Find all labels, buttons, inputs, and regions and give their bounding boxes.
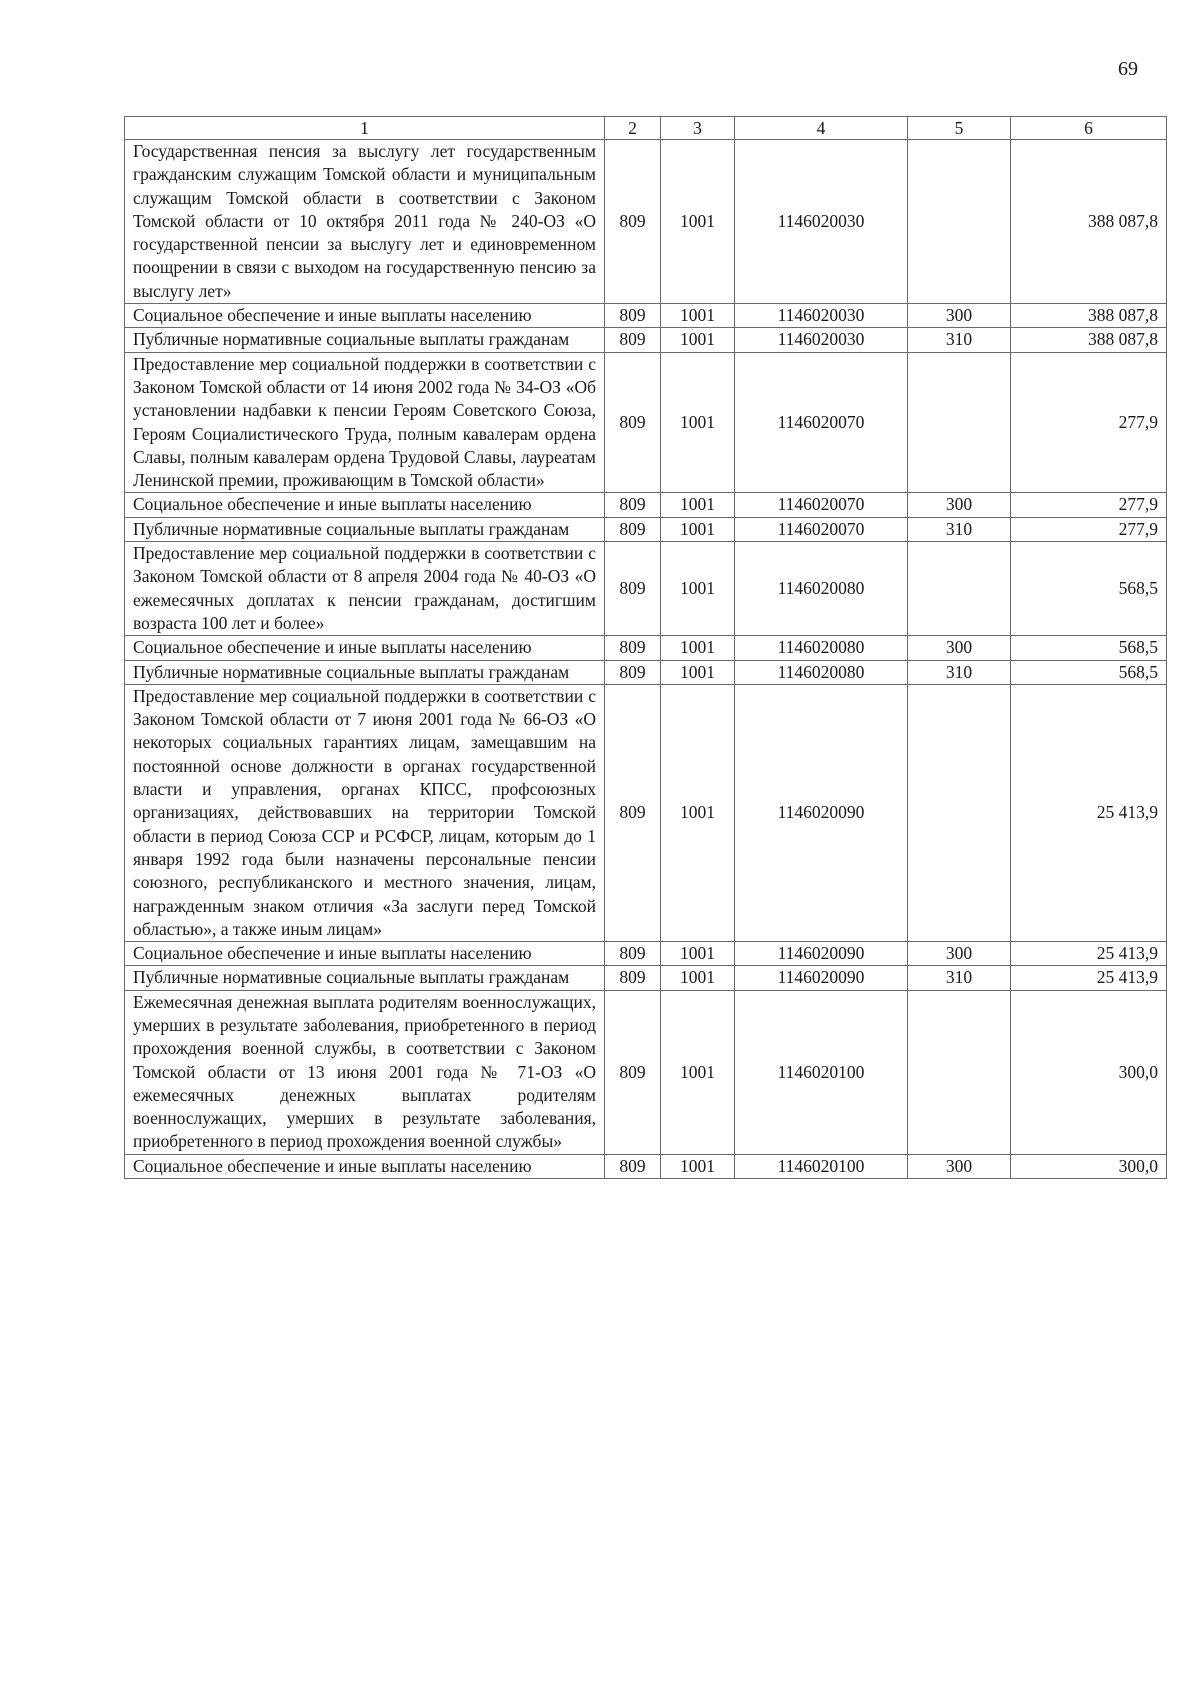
row-description: Публичные нормативные социальные выплаты гражданам bbox=[125, 328, 605, 352]
row-amount: 277,9 bbox=[1011, 352, 1167, 493]
row-ministry-code: 809 bbox=[605, 542, 661, 636]
column-header-1: 1 bbox=[125, 117, 605, 140]
row-description: Публичные нормативные социальные выплаты гражданам bbox=[125, 517, 605, 541]
row-expense-type-code: 300 bbox=[908, 304, 1011, 328]
row-target-article-code: 1146020090 bbox=[735, 684, 908, 941]
column-header-2: 2 bbox=[605, 117, 661, 140]
row-description: Публичные нормативные социальные выплаты гражданам bbox=[125, 966, 605, 990]
row-expense-type-code bbox=[908, 352, 1011, 493]
row-target-article-code: 1146020070 bbox=[735, 352, 908, 493]
row-ministry-code: 809 bbox=[605, 352, 661, 493]
table-row bbox=[125, 684, 1167, 941]
row-target-article-code: 1146020090 bbox=[735, 966, 908, 990]
row-amount: 388 087,8 bbox=[1011, 304, 1167, 328]
row-amount: 388 087,8 bbox=[1011, 140, 1167, 304]
row-amount: 568,5 bbox=[1011, 542, 1167, 636]
row-description: Социальное обеспечение и иные выплаты населению bbox=[125, 942, 605, 966]
row-target-article-code: 1146020070 bbox=[735, 493, 908, 517]
table-row bbox=[125, 990, 1167, 1154]
row-amount: 300,0 bbox=[1011, 1154, 1167, 1178]
row-description: Социальное обеспечение и иные выплаты населению bbox=[125, 493, 605, 517]
row-amount: 25 413,9 bbox=[1011, 942, 1167, 966]
row-target-article-code: 1146020100 bbox=[735, 1154, 908, 1178]
table-body bbox=[125, 140, 1167, 1179]
table-header bbox=[125, 117, 1167, 140]
row-description: Ежемесячная денежная выплата родителям военнослужащих, умерших в результате заболевания, приобретенного в период прохождения военной службы, в соответствии с Законом Томской области от 13 июня 2001 года № 71-ОЗ «О ежемесячных денежных выплатах родителям военнослужащих, умерших в результате заболевания, приобретенного в период прохождения военной службы» bbox=[125, 990, 605, 1154]
row-expense-type-code: 310 bbox=[908, 966, 1011, 990]
row-expense-type-code: 300 bbox=[908, 636, 1011, 660]
row-expense-type-code: 300 bbox=[908, 493, 1011, 517]
table-row bbox=[125, 304, 1167, 328]
row-ministry-code: 809 bbox=[605, 1154, 661, 1178]
row-section-code: 1001 bbox=[661, 942, 735, 966]
row-expense-type-code: 310 bbox=[908, 660, 1011, 684]
row-target-article-code: 1146020030 bbox=[735, 140, 908, 304]
row-target-article-code: 1146020100 bbox=[735, 990, 908, 1154]
row-section-code: 1001 bbox=[661, 636, 735, 660]
row-section-code: 1001 bbox=[661, 328, 735, 352]
row-section-code: 1001 bbox=[661, 684, 735, 941]
row-ministry-code: 809 bbox=[605, 942, 661, 966]
table-row bbox=[125, 966, 1167, 990]
row-expense-type-code bbox=[908, 990, 1011, 1154]
column-header-3: 3 bbox=[661, 117, 735, 140]
table-row bbox=[125, 493, 1167, 517]
row-target-article-code: 1146020080 bbox=[735, 636, 908, 660]
column-header-4: 4 bbox=[735, 117, 908, 140]
row-ministry-code: 809 bbox=[605, 684, 661, 941]
row-ministry-code: 809 bbox=[605, 304, 661, 328]
table-row bbox=[125, 328, 1167, 352]
table-row bbox=[125, 517, 1167, 541]
row-section-code: 1001 bbox=[661, 304, 735, 328]
row-expense-type-code: 300 bbox=[908, 942, 1011, 966]
table-row bbox=[125, 1154, 1167, 1178]
row-amount: 277,9 bbox=[1011, 493, 1167, 517]
row-amount: 25 413,9 bbox=[1011, 966, 1167, 990]
budget-table bbox=[124, 116, 1167, 1179]
row-amount: 568,5 bbox=[1011, 660, 1167, 684]
row-ministry-code: 809 bbox=[605, 966, 661, 990]
row-target-article-code: 1146020080 bbox=[735, 660, 908, 684]
row-expense-type-code bbox=[908, 684, 1011, 941]
row-ministry-code: 809 bbox=[605, 990, 661, 1154]
row-ministry-code: 809 bbox=[605, 328, 661, 352]
row-amount: 300,0 bbox=[1011, 990, 1167, 1154]
row-expense-type-code bbox=[908, 542, 1011, 636]
row-description: Социальное обеспечение и иные выплаты населению bbox=[125, 1154, 605, 1178]
row-section-code: 1001 bbox=[661, 542, 735, 636]
row-ministry-code: 809 bbox=[605, 493, 661, 517]
column-header-5: 5 bbox=[908, 117, 1011, 140]
row-target-article-code: 1146020030 bbox=[735, 304, 908, 328]
row-section-code: 1001 bbox=[661, 966, 735, 990]
row-amount: 568,5 bbox=[1011, 636, 1167, 660]
row-description: Предоставление мер социальной поддержки в соответствии с Законом Томской области от 14 июня 2002 года № 34-ОЗ «Об установлении надбавки к пенсии Героям Советского Союза, Героям Социалистического Труда, полным кавалерам ордена Славы, полным кавалерам ордена Трудовой Славы, лауреатам Ленинской премии, проживающим в Томской области» bbox=[125, 352, 605, 493]
row-target-article-code: 1146020070 bbox=[735, 517, 908, 541]
row-section-code: 1001 bbox=[661, 140, 735, 304]
row-section-code: 1001 bbox=[661, 352, 735, 493]
row-description: Публичные нормативные социальные выплаты гражданам bbox=[125, 660, 605, 684]
row-description: Социальное обеспечение и иные выплаты населению bbox=[125, 304, 605, 328]
row-description: Предоставление мер социальной поддержки в соответствии с Законом Томской области от 8 апреля 2004 года № 40-ОЗ «О ежемесячных доплатах к пенсии гражданам, достигшим возраста 100 лет и более» bbox=[125, 542, 605, 636]
row-section-code: 1001 bbox=[661, 990, 735, 1154]
row-expense-type-code: 310 bbox=[908, 517, 1011, 541]
row-section-code: 1001 bbox=[661, 1154, 735, 1178]
row-amount: 277,9 bbox=[1011, 517, 1167, 541]
row-target-article-code: 1146020030 bbox=[735, 328, 908, 352]
header-row bbox=[125, 117, 1167, 140]
row-section-code: 1001 bbox=[661, 660, 735, 684]
row-ministry-code: 809 bbox=[605, 660, 661, 684]
table-row bbox=[125, 542, 1167, 636]
row-section-code: 1001 bbox=[661, 493, 735, 517]
table-row bbox=[125, 636, 1167, 660]
row-expense-type-code: 310 bbox=[908, 328, 1011, 352]
table-row bbox=[125, 140, 1167, 304]
table-row bbox=[125, 942, 1167, 966]
row-description: Предоставление мер социальной поддержки в соответствии с Законом Томской области от 7 июня 2001 года № 66-ОЗ «О некоторых социальных гарантиях лицам, замещавшим на постоянной основе должности в органах государственной власти и управления, органах КПСС, профсоюзных организациях, действовавших на территории Томской области в период Союза ССР и РСФСР, лицам, которым до 1 января 1992 года были назначены персональные пенсии союзного, республиканского и местного значения, лицам, награжденным знаком отличия «За заслуги перед Томской областью», а также иным лицам» bbox=[125, 684, 605, 941]
row-expense-type-code: 300 bbox=[908, 1154, 1011, 1178]
row-ministry-code: 809 bbox=[605, 517, 661, 541]
row-ministry-code: 809 bbox=[605, 636, 661, 660]
column-header-6: 6 bbox=[1011, 117, 1167, 140]
row-target-article-code: 1146020090 bbox=[735, 942, 908, 966]
row-description: Государственная пенсия за выслугу лет государственным гражданским служащим Томской области и муниципальным служащим Томской области в соответствии с Законом Томской области от 10 октября 2011 года № 240-ОЗ «О государственной пенсии за выслугу лет и единовременном поощрении в связи с выходом на государственную пенсию за выслугу лет» bbox=[125, 140, 605, 304]
row-amount: 25 413,9 bbox=[1011, 684, 1167, 941]
table-row bbox=[125, 352, 1167, 493]
row-amount: 388 087,8 bbox=[1011, 328, 1167, 352]
table-row bbox=[125, 660, 1167, 684]
row-expense-type-code bbox=[908, 140, 1011, 304]
row-description: Социальное обеспечение и иные выплаты населению bbox=[125, 636, 605, 660]
row-target-article-code: 1146020080 bbox=[735, 542, 908, 636]
page-number: 69 bbox=[1118, 58, 1138, 80]
row-ministry-code: 809 bbox=[605, 140, 661, 304]
row-section-code: 1001 bbox=[661, 517, 735, 541]
